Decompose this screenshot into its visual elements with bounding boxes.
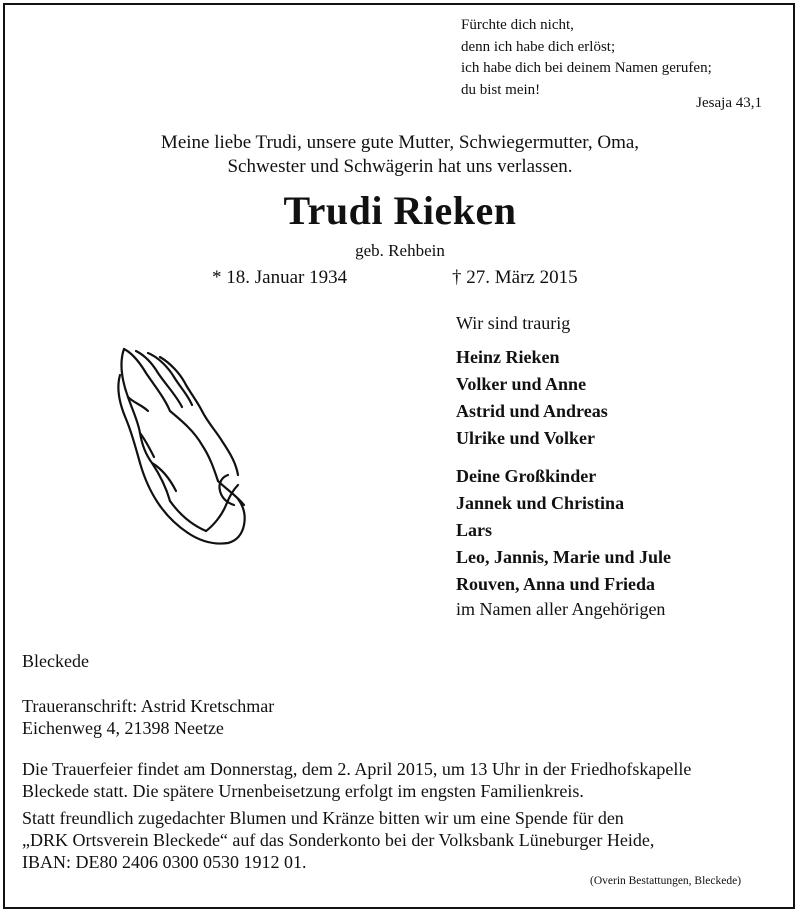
verse-line: ich habe dich bei deinem Namen gerufen; xyxy=(461,60,712,76)
funeral-home-credit: (Overin Bestattungen, Bleckede) xyxy=(590,875,742,887)
mourner-name: Rouven, Anna und Frieda xyxy=(456,574,656,594)
ceremony-info xyxy=(22,758,691,802)
mourners-intro: Wir sind traurig xyxy=(456,313,571,333)
ceremony-line: Bleckede statt. Die spätere Urnenbeisetzung erfolgt im engsten Familienkreis. xyxy=(22,781,584,801)
donation-line: „DRK Ortsverein Bleckede“ auf das Sonderkonto bei der Volksbank Lüneburger Heide, xyxy=(22,830,655,850)
mourner-name: Ulrike und Volker xyxy=(456,428,596,448)
mourners-closing: im Namen aller Angehörigen xyxy=(456,599,666,619)
condolence-address xyxy=(22,695,274,739)
birth-date: * 18. Januar 1934 xyxy=(212,267,348,288)
praying-hands-icon xyxy=(110,345,250,555)
mourner-name: Volker und Anne xyxy=(456,374,587,394)
mourner-name: Deine Großkinder xyxy=(456,466,597,486)
mourner-name: Leo, Jannis, Marie und Jule xyxy=(456,547,672,567)
maiden-name: geb. Rehbein xyxy=(355,241,445,260)
deceased-name: Trudi Rieken xyxy=(283,188,517,233)
verse-line: denn ich habe dich erlöst; xyxy=(461,38,616,55)
verse-reference: Jesaja 43,1 xyxy=(696,95,762,111)
donation-line: IBAN: DE80 2406 0300 0530 1912 01. xyxy=(22,852,307,872)
verse-line: Fürchte dich nicht, xyxy=(461,17,574,33)
intro-line: Schwester und Schwägerin hat uns verlassen. xyxy=(227,156,573,177)
mourner-name: Astrid und Andreas xyxy=(456,401,608,421)
intro-line: Meine liebe Trudi, unsere gute Mutter, Schwiegermutter, Oma, xyxy=(160,132,640,153)
mourner-name: Jannek und Christina xyxy=(456,493,625,513)
donation-info xyxy=(22,807,654,873)
bible-verse xyxy=(461,15,712,101)
verse-line: du bist mein! xyxy=(461,81,541,98)
ceremony-line: Die Trauerfeier findet am Donnerstag, dem 2. April 2015, um 13 Uhr in der Friedhofskapelle xyxy=(22,759,692,779)
intro-text xyxy=(0,131,800,179)
mourner-name: Lars xyxy=(456,520,492,540)
mourner-name: Heinz Rieken xyxy=(456,347,560,367)
donation-line: Statt freundlich zugedachter Blumen und Kränze bitten wir um eine Spende für den xyxy=(22,808,624,828)
address-line: Eichenweg 4, 21398 Neetze xyxy=(22,718,224,738)
death-date: † 27. März 2015 xyxy=(452,267,578,288)
place: Bleckede xyxy=(22,651,89,671)
address-line: Traueranschrift: Astrid Kretschmar xyxy=(22,696,275,716)
